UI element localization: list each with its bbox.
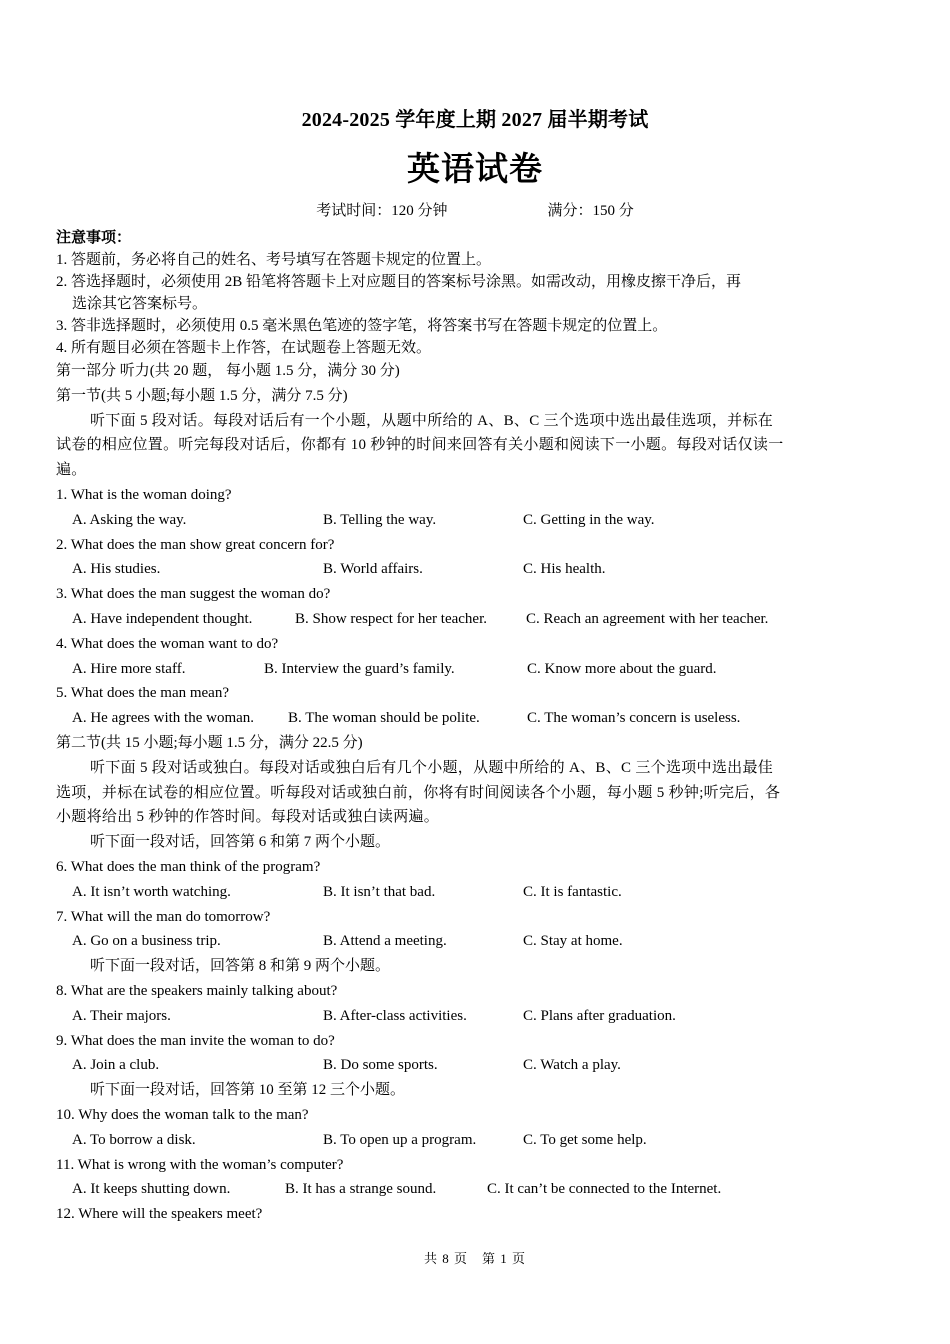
note-item: 3. 答非选择题时，必须使用 0.5 毫米黑色笔迹的签字笔，将答案书写在答题卡规定的位置上。 [56, 318, 668, 334]
note-item: 4. 所有题目必须在答题卡上作答，在试题卷上答题无效。 [56, 340, 432, 356]
question-stem: 6. What does the man think of the program? [56, 858, 321, 875]
option-c: C. To get some help. [523, 1131, 647, 1148]
option-c: C. Know more about the guard. [527, 660, 717, 677]
option-c: C. His health. [523, 561, 606, 578]
exam-title: 2024-2025 学年度上期 2027 届半期考试 [301, 109, 649, 131]
notes-heading: 注意事项： [56, 230, 132, 246]
option-c: C. It is fantastic. [523, 883, 622, 900]
question-stem: 2. What does the man show great concern for? [56, 536, 335, 553]
exam-content [56, 228, 866, 1227]
question-stem: 11. What is wrong with the woman’s computer? [56, 1156, 344, 1173]
dialog-instruction: 听下面一段对话，回答第 10 至第 12 三个小题。 [90, 1082, 406, 1099]
option-a: A. Join a club. [72, 1057, 160, 1074]
question-options [56, 929, 866, 954]
question-options [56, 1053, 866, 1078]
option-a: A. Hire more staff. [72, 660, 186, 677]
option-b: B. Attend a meeting. [323, 933, 447, 950]
option-a: A. Their majors. [72, 1007, 171, 1024]
part1-heading: 第一部分 听力(共 20 题， 每小题 1.5 分，满分 30 分) [56, 363, 400, 379]
option-a: A. Asking the way. [72, 511, 187, 528]
section1-instructions [56, 409, 866, 483]
question-stem: 8. What are the speakers mainly talking about? [56, 982, 338, 999]
option-c: C. Watch a play. [523, 1057, 621, 1074]
exam-time: 考试时间：120 分钟 [316, 203, 448, 219]
section2-heading: 第二节(共 15 小题;每小题 1.5 分，满分 22.5 分) [56, 734, 363, 751]
question-options [56, 1128, 866, 1153]
instruction-line: 听下面 5 段对话。每段对话后有一个小题，从题中所给的 A、B、C 三个选项中选出最佳选项，并标在 [90, 412, 774, 429]
question-stem: 1. What is the woman doing? [56, 486, 232, 503]
option-b: B. It isn’t that bad. [323, 883, 436, 900]
question-options [56, 557, 866, 582]
option-c: C. Reach an agreement with her teacher. [526, 610, 769, 627]
option-b: B. Telling the way. [323, 511, 437, 528]
question-options [56, 880, 866, 905]
question-stem: 4. What does the woman want to do? [56, 635, 279, 652]
option-c: C. The woman’s concern is useless. [527, 710, 741, 727]
option-b: B. It has a strange sound. [285, 1181, 437, 1198]
option-b: B. To open up a program. [323, 1131, 477, 1148]
instruction-line: 试卷的相应位置。听完每段对话后，你都有 10 秒钟的时间来回答有关小题和阅读下一小题。每段对话仅读一 [56, 437, 784, 454]
option-c: C. It can’t be connected to the Internet. [487, 1181, 722, 1198]
question-options [56, 706, 866, 731]
option-b: B. The woman should be polite. [288, 710, 480, 727]
question-options [56, 607, 866, 632]
question-stem: 3. What does the man suggest the woman do? [56, 586, 331, 603]
option-b: B. World affairs. [323, 561, 423, 578]
question-options [56, 1004, 866, 1029]
section2-instructions [56, 756, 866, 830]
exam-meta [0, 199, 950, 220]
option-c: C. Stay at home. [523, 933, 623, 950]
section1-heading: 第一节(共 5 小题;每小题 1.5 分，满分 7.5 分) [56, 387, 348, 404]
page-footer: 共 8 页 第 1 页 [423, 1251, 526, 1266]
question-stem: 10. Why does the woman talk to the man? [56, 1106, 309, 1123]
dialog-instruction: 听下面一段对话，回答第 6 和第 7 两个小题。 [90, 834, 391, 851]
instruction-line: 小题将给出 5 秒钟的作答时间。每段对话或独白读两遍。 [56, 809, 440, 826]
question-options [56, 1177, 866, 1202]
question-stem: 12. Where will the speakers meet? [56, 1206, 263, 1223]
dialog-instruction: 听下面一段对话，回答第 8 和第 9 两个小题。 [90, 958, 391, 975]
note-item: 2. 答选择题时，必须使用 2B 铅笔将答题卡上对应题目的答案标号涂黑。如需改动，用橡皮擦干净后，再 [56, 274, 742, 290]
option-a: A. To borrow a disk. [72, 1131, 196, 1148]
option-a: A. His studies. [72, 561, 161, 578]
option-b: B. Interview the guard’s family. [264, 660, 455, 677]
option-b: B. Show respect for her teacher. [295, 610, 488, 627]
instruction-line: 选项，并标在试卷的相应位置。听每段对话或独白前，你将有时间阅读各个小题，每小题 5 秒钟;听完后，各 [56, 784, 781, 801]
option-a: A. Have independent thought. [72, 610, 253, 627]
option-c: C. Plans after graduation. [523, 1007, 676, 1024]
option-a: A. Go on a business trip. [72, 933, 221, 950]
question-stem: 9. What does the man invite the woman to do? [56, 1032, 335, 1049]
option-b: B. After-class activities. [323, 1007, 467, 1024]
option-c: C. Getting in the way. [523, 511, 655, 528]
option-a: A. It isn’t worth watching. [72, 883, 231, 900]
subject-title: 英语试卷 [407, 152, 543, 188]
note-item: 1. 答题前，务必将自己的姓名、考号填写在答题卡规定的位置上。 [56, 252, 492, 268]
note-item: 选涂其它答案标号。 [72, 296, 208, 312]
question-stem: 7. What will the man do tomorrow? [56, 908, 271, 925]
question-options [56, 508, 866, 533]
option-b: B. Do some sports. [323, 1057, 438, 1074]
instruction-line: 听下面 5 段对话或独白。每段对话或独白后有几个小题，从题中所给的 A、B、C 三个选项中选出最佳 [90, 759, 774, 776]
instruction-line: 遍。 [56, 462, 87, 479]
question-options [56, 657, 866, 682]
option-a: A. It keeps shutting down. [72, 1181, 231, 1198]
exam-score: 满分：150 分 [547, 203, 634, 219]
question-stem: 5. What does the man mean? [56, 685, 229, 702]
option-a: A. He agrees with the woman. [72, 710, 255, 727]
